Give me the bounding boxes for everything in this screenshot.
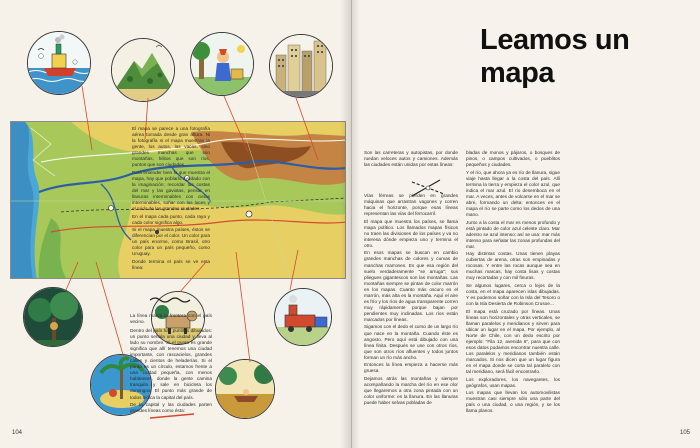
col1-mid-paragraph: Vías férreas se pierden en grandes máquinas que arrastran vagones y corren hacia el horizonte, porque esas líneas representan las vías del ferrocarril. bbox=[364, 193, 458, 217]
right-column-2 bbox=[466, 150, 560, 416]
col1-paragraph: El mapa que muestra los países, se llama mapa político. Los llamados mapas físicos no traen las divisiones de los países y va no interesa dónde empieza uno y termina el otro. bbox=[364, 218, 458, 248]
right-page bbox=[352, 0, 700, 448]
bottom-paragraph: De la capital y las ciudades parten grandes líneas como ésta: bbox=[130, 402, 212, 414]
col2-paragraph: Y el río, que ahora ya es río de llanura, sigue viaje hasta llegar a la costa del país. Allí termina la tierra y empieza el color azul, que indica el mar azul. El río desemboca en el mar. A veces, antes de volcarse en el mar se abre, formando un delta: entonces en el mapa el río se parte como los dedos de una mano. bbox=[466, 169, 560, 217]
bottom-paragraph: Dentro del país hay puntitos dibujados: un punto señala una ciudad y lleva al lado su nombre. Si el punto es grande significa que allí tenemos una ciudad importante, con rascacielos, grandes calles y cientos de heladerías. Si el punto es un círculo, estamos frente a una ciudad pequeña, con menos habitantes, donde la gente camina tranquila y sale en bicicleta los domingos. El punto más grande de todos indica la capital del país. bbox=[130, 328, 212, 400]
col2-paragraph: Se algunos lugares, cerca o lejos de la costa, en el mapa aparecen islas dibujadas. Y es podemos soñar con la Isla del Tesoro o con la Isla Desierta de Robinson Crusoe... bbox=[466, 282, 560, 307]
col2-paragraph: bladas de monos y pájaros, o bosques de pinos, o campos cultivados, o pueblitos pequeños y ciudades. bbox=[466, 150, 560, 168]
map-paragraph: Para entender bien lo que muestra el mapa, hay que poblarlo ayudado con la imaginación; recordar las costas del mar y las gaviotas, pensar en llanuras interminables con cielos interminables, soñar con las luces y el ruido de las grandes ciudades. bbox=[132, 169, 210, 212]
left-page-number: 104 bbox=[12, 430, 23, 436]
col1-paragraph: Dejamos atrás las montañas y siempre acompañando la marcha del río en ese olor que llegaremos a otra zona pintada con un color uniforme: es la llanura. En las llanuras puede haber selvas pobladas de bbox=[364, 375, 458, 406]
frontier-caption: La línea marca la frontera con el país vecino. bbox=[130, 313, 212, 325]
col1-paragraph: Entonces la línea empieza a hacerse más gruesa. bbox=[364, 362, 458, 374]
col2-paragraph: Hay distintas costas. Unas tienen playas cubiertas de arena, otras son empinadas y rocosas. Y entre las rocas aunque sea en muchas marcas, hay costa lisas y costas muy recortadas y con mil finuras. bbox=[466, 251, 560, 281]
col1-paragraph: En esos mapas se buscan en cambio grandes manchas de colores y curvas de manchas marrones. Es que esa región del suelo verdaderamente "se arruga"; sus pliegues gigantescos son las montañas. Las montañas siempre se pintan de color marrón en los mapas. Cuanto más oscuro es el marrón, más alta es la montaña. Aquí el aire es frío y los ríos de agua transparente corren muy rápidamente porque bajan por pendientes muy inclinadas. Los ríos están marcados por líneas. bbox=[364, 250, 458, 322]
col2-paragraph: Los exploradores, los navegantes, los geógrafos, usan mapas. bbox=[466, 376, 560, 388]
page-title: Leamos un mapa bbox=[480, 24, 630, 89]
map-paragraph: Si el mapa muestra países, éstos se diferencian por el color. Un color para un país enorme, como Brasil, otro color para un país pequeño, como Uruguay. bbox=[132, 227, 210, 257]
map-paragraph: El mapa se parece a una fotografía aérea tomada desde gran altura. Ni la fotografía ni el mapa muestran la gente, los autos, las vacas, sino grandes manchas que son montañas, hilitos que son ríos, puntos que son ciudades. bbox=[132, 126, 210, 168]
col2-paragraph: Los mapas que llevan los automovilistas muestran casi siempre sólo una parte del país o una ciudad, o una región, y se los llama planos. bbox=[466, 390, 560, 414]
col1-top-paragraph: Son las carreteras y autopistas, por donde ruedan veloces autos y camiones. Además las ciudades están unidas por estas líneas: bbox=[364, 150, 458, 168]
col1-paragraph: Sigamos con el dedo el curso de un largo río que nace en la montaña. Cuando éste es angosto. Pero aquí está dibujado con una línea finita. Después se une con otros ríos, que son otros ríos afluentes y todos juntos forman un río más ancho. bbox=[364, 324, 458, 360]
map-paragraph: Donde termina el país se ve esta línea: bbox=[132, 258, 210, 271]
col2-paragraph: Junto a la costa el mar es menos profundo y está pintado de color azul celeste claro. Mar adentro se azul intenso: así se usa: mar más intenso para señalar las zonas profundas del mar. bbox=[466, 219, 560, 249]
map-paragraph: En el mapa cada punto, cada raya y cada color significa algo. bbox=[132, 213, 210, 225]
right-column-1-body bbox=[364, 193, 458, 408]
col2-paragraph: El mapa está cruzado por líneas. Unas líneas son horizontales y otras verticales, se llaman paralelos y meridianos y sirven para ubicar un lugar en el mapa. Por ejemplo, al Norte de Chile, con un dedo escrito por ejemplo: "Fila 12, avenida 6", para que con esos datos podamos encontrar nuestra calle. Los paralelos y meridianos también están marcados. Si nos dicen que un lugar figura en el mapa donde se corta tal paralelo con tal meridiano, será fácil encontrarlo. bbox=[466, 308, 560, 375]
right-page-number: 105 bbox=[680, 430, 691, 436]
right-column-1 bbox=[364, 150, 458, 170]
